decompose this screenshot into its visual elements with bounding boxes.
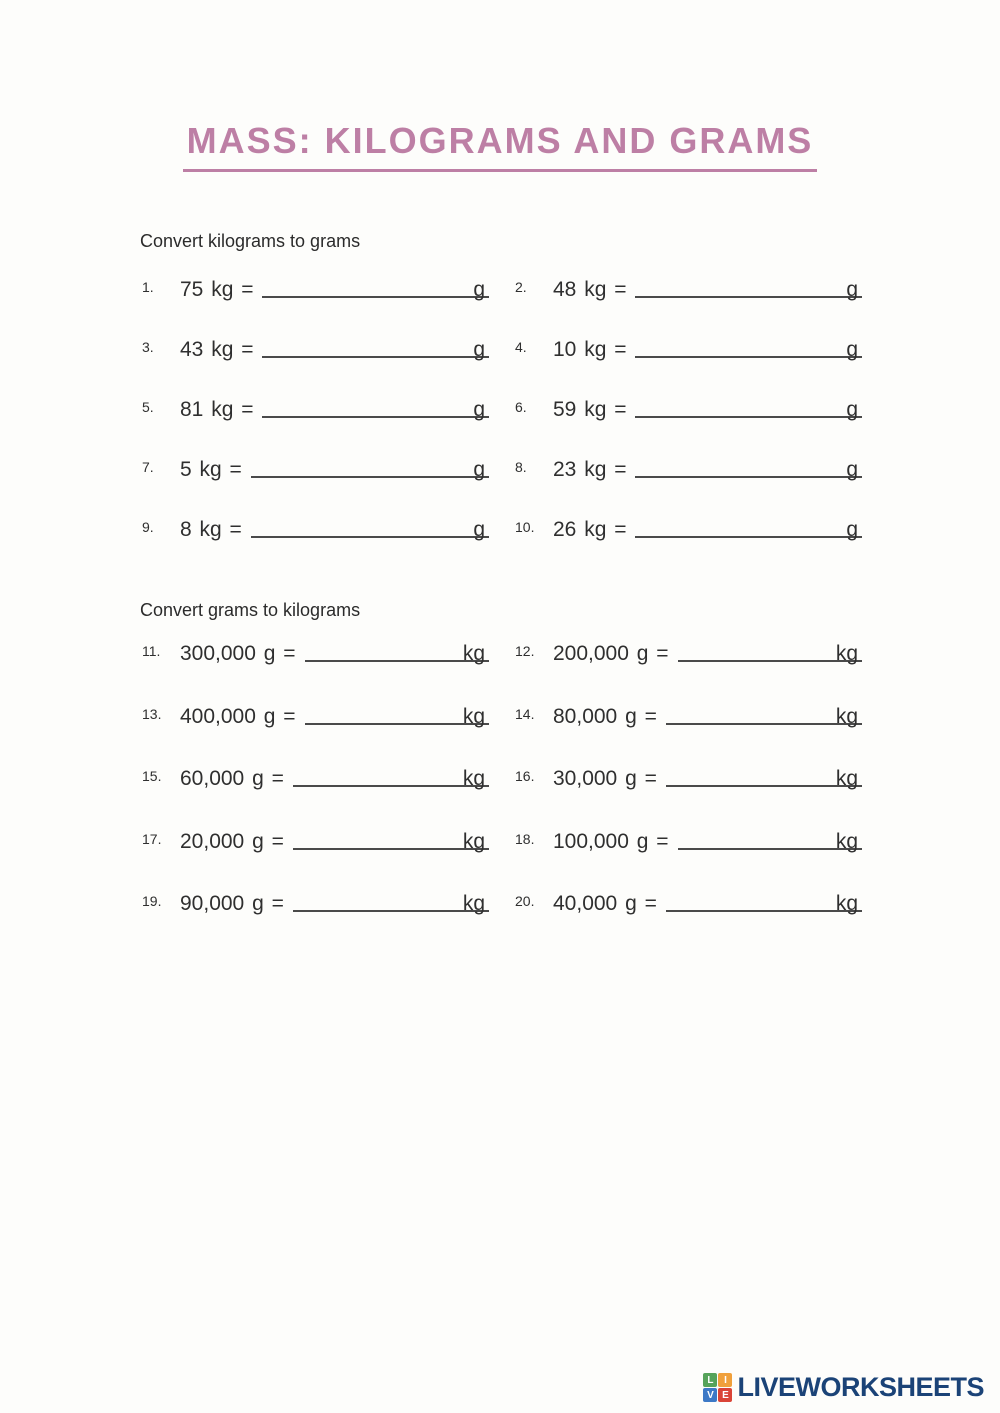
worksheet-item [513, 508, 862, 568]
kg-to-g-items [140, 268, 862, 568]
item-expression: 300,000 g = [180, 642, 296, 665]
unit-label: kg [835, 829, 858, 853]
worksheet-item [513, 328, 862, 388]
page-title-text: MASS: KILOGRAMS AND GRAMS [183, 120, 818, 172]
worksheet-item [513, 448, 862, 508]
logo-letter-square: I [718, 1373, 732, 1387]
answer-blank[interactable] [305, 642, 489, 665]
unit-label: kg [835, 642, 858, 665]
unit-label: g [473, 398, 485, 421]
worksheet-item [140, 880, 489, 943]
page-title [0, 120, 1000, 172]
unit-label: kg [835, 892, 858, 915]
liveworksheets-logo [703, 1372, 984, 1403]
answer-blank[interactable] [678, 829, 862, 853]
worksheet-item [140, 388, 489, 448]
answer-blank[interactable] [293, 892, 489, 915]
item-expression: 400,000 g = [180, 704, 296, 728]
item-expression: 60,000 g = [180, 767, 284, 790]
item-expression: 200,000 g = [553, 642, 669, 665]
unit-label: kg [462, 767, 485, 790]
unit-label: kg [462, 642, 485, 665]
unit-label: kg [835, 704, 858, 728]
answer-blank[interactable] [262, 278, 489, 301]
unit-label: g [846, 458, 858, 481]
item-number: 1. [142, 279, 154, 295]
unit-label: g [473, 278, 485, 301]
item-expression: 26 kg = [553, 518, 627, 541]
answer-blank[interactable] [635, 518, 862, 541]
item-expression: 40,000 g = [553, 892, 657, 915]
item-expression: 5 kg = [180, 458, 242, 481]
item-expression: 59 kg = [553, 398, 627, 421]
item-number: 3. [142, 339, 154, 355]
answer-blank[interactable] [635, 398, 862, 421]
worksheet-item [513, 388, 862, 448]
worksheet-item [513, 880, 862, 943]
worksheet-item [140, 268, 489, 328]
answer-blank[interactable] [666, 704, 862, 728]
item-number: 12. [515, 643, 535, 659]
item-number: 11. [142, 643, 161, 659]
unit-label: kg [462, 704, 485, 728]
unit-label: g [846, 398, 858, 421]
item-expression: 48 kg = [553, 278, 627, 301]
worksheet-item [140, 448, 489, 508]
logo-letter-square: E [718, 1388, 732, 1402]
answer-blank[interactable] [251, 458, 489, 481]
unit-label: g [846, 518, 858, 541]
liveworksheets-logo-text: LIVEWORKSHEETS [737, 1372, 984, 1402]
item-expression: 10 kg = [553, 338, 627, 361]
answer-blank[interactable] [666, 767, 862, 790]
item-number: 20. [515, 893, 535, 909]
worksheet-item [140, 328, 489, 388]
answer-blank[interactable] [635, 278, 862, 301]
answer-blank[interactable] [635, 338, 862, 361]
item-number: 6. [515, 399, 527, 415]
logo-letter-square: V [703, 1388, 717, 1402]
item-number: 14. [515, 705, 535, 722]
answer-blank[interactable] [262, 398, 489, 421]
item-number: 9. [142, 519, 154, 535]
item-number: 13. [142, 705, 162, 722]
item-expression: 90,000 g = [180, 892, 284, 915]
item-number: 7. [142, 459, 154, 475]
item-expression: 20,000 g = [180, 829, 284, 853]
section-header-kg-to-g: Convert kilograms to grams [140, 231, 361, 251]
worksheet-item [513, 818, 862, 881]
item-number: 18. [515, 830, 535, 847]
worksheet-item [140, 818, 489, 881]
unit-label: kg [835, 767, 858, 790]
answer-blank[interactable] [635, 458, 862, 481]
item-expression: 100,000 g = [553, 829, 669, 853]
item-expression: 81 kg = [180, 398, 254, 421]
item-number: 10. [515, 519, 535, 535]
unit-label: kg [462, 892, 485, 915]
item-expression: 80,000 g = [553, 704, 657, 728]
unit-label: g [473, 518, 485, 541]
section-header-g-to-kg: Convert grams to kilograms [140, 600, 361, 620]
item-number: 5. [142, 399, 154, 415]
answer-blank[interactable] [666, 892, 862, 915]
logo-letter-square: L [703, 1373, 717, 1387]
answer-blank[interactable] [305, 704, 489, 728]
worksheet-item [513, 693, 862, 756]
worksheet-item [140, 693, 489, 756]
item-expression: 23 kg = [553, 458, 627, 481]
g-to-kg-items [140, 630, 862, 943]
worksheet-item [140, 755, 489, 818]
unit-label: kg [462, 829, 485, 853]
item-number: 17. [142, 830, 162, 847]
liveworksheets-logo-icon [703, 1373, 732, 1402]
answer-blank[interactable] [262, 338, 489, 361]
worksheet-item [513, 755, 862, 818]
answer-blank[interactable] [678, 642, 862, 665]
item-number: 2. [515, 279, 527, 295]
item-expression: 43 kg = [180, 338, 254, 361]
unit-label: g [473, 458, 485, 481]
unit-label: g [473, 338, 485, 361]
worksheet-item [513, 268, 862, 328]
item-expression: 30,000 g = [553, 767, 657, 790]
answer-blank[interactable] [251, 518, 489, 541]
worksheet-item [140, 508, 489, 568]
unit-label: g [846, 338, 858, 361]
answer-blank[interactable] [293, 829, 489, 853]
worksheet-item [140, 630, 489, 693]
answer-blank[interactable] [293, 767, 489, 790]
item-expression: 8 kg = [180, 518, 242, 541]
item-number: 8. [515, 459, 527, 475]
worksheet-item [513, 630, 862, 693]
unit-label: g [846, 278, 858, 301]
item-number: 16. [515, 768, 535, 784]
item-number: 15. [142, 768, 162, 784]
item-number: 4. [515, 339, 527, 355]
item-expression: 75 kg = [180, 278, 254, 301]
item-number: 19. [142, 893, 162, 909]
